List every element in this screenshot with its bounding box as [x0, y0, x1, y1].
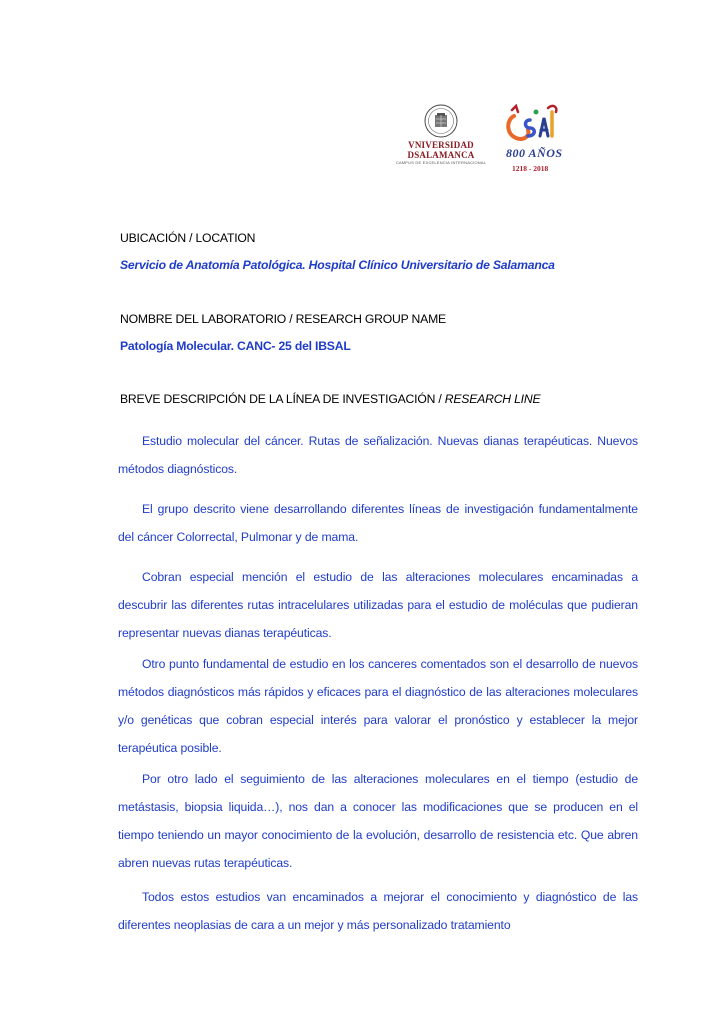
- research-line-label: [120, 392, 540, 406]
- paragraph-2-text: El grupo descrito viene desarrollando diferentes líneas de investigación fundamentalmente del cáncer Colorrectal, Pulmonar y de mama.: [118, 502, 638, 544]
- paragraph-1: [118, 427, 638, 483]
- location-label: UBICACIÓN / LOCATION: [120, 231, 256, 245]
- group-value: Patología Molecular. CANC- 25 del IBSAL: [120, 339, 351, 353]
- header-logos: [392, 104, 592, 180]
- university-seal-icon: [424, 104, 458, 138]
- paragraph-4: [118, 650, 638, 762]
- paragraph-2: [118, 495, 638, 551]
- university-logo: [392, 104, 490, 180]
- paragraph-4-text: Otro punto fundamental de estudio en los canceres comentados son el desarrollo de nuevos métodos diagnósticos más rápidos y eficaces para el diagnóstico de las alteraciones moleculares y/o genéticas que cobran especial interés para valorar el pronóstico y establecer la mejor terapéutica posible.: [118, 657, 638, 755]
- paragraph-6: [118, 883, 638, 939]
- paragraph-6-text: Todos estos estudios van encaminados a mejorar el conocimiento y diagnóstico de las diferentes neoplasias de cara a un mejor y más personalizado tratamiento: [118, 890, 638, 932]
- university-name-line2: DSALAMANCA: [407, 150, 475, 160]
- anniversary-dates: 1218 - 2018: [512, 164, 549, 173]
- paragraph-1-text: Estudio molecular del cáncer. Rutas de señalización. Nuevas dianas terapéuticas. Nuevos métodos diagnósticos.: [118, 434, 638, 476]
- university-name-line1: VNIVERSIDAD: [408, 140, 474, 150]
- paragraph-3: [118, 563, 638, 647]
- anniversary-logo: [500, 104, 574, 180]
- anniversary-emblem-icon: [500, 104, 570, 148]
- university-campus-tagline: CAMPUS DE EXCELENCIA INTERNACIONAL: [395, 160, 487, 165]
- paragraph-5-text: Por otro lado el seguimiento de las alteraciones moleculares en el tiempo (estudio de metástasis, biopsia liquida…), nos dan a conocer las modificaciones que se producen en el tiempo teniendo un mayor conocimiento de la evolución, desarrollo de resistencia etc. Que abren abren nuevas rutas terapéuticas.: [118, 772, 638, 870]
- group-label: NOMBRE DEL LABORATORIO / RESEARCH GROUP NAME: [120, 312, 446, 326]
- paragraph-3-text: Cobran especial mención el estudio de las alteraciones moleculares encaminadas a descubrir las diferentes rutas intracelulares utilizadas para el estudio de moléculas que pudieran representar nuevas dianas terapéuticas.: [118, 570, 638, 640]
- location-value: Servicio de Anatomía Patológica. Hospital Clínico Universitario de Salamanca: [120, 258, 555, 272]
- research-line-label-italic: RESEARCH LINE: [444, 392, 541, 406]
- anniversary-text: 800 AÑOS: [506, 146, 563, 160]
- paragraph-5: [118, 765, 638, 877]
- research-line-label-main: BREVE DESCRIPCIÓN DE LA LÍNEA DE INVESTIGACIÓN /: [120, 392, 445, 406]
